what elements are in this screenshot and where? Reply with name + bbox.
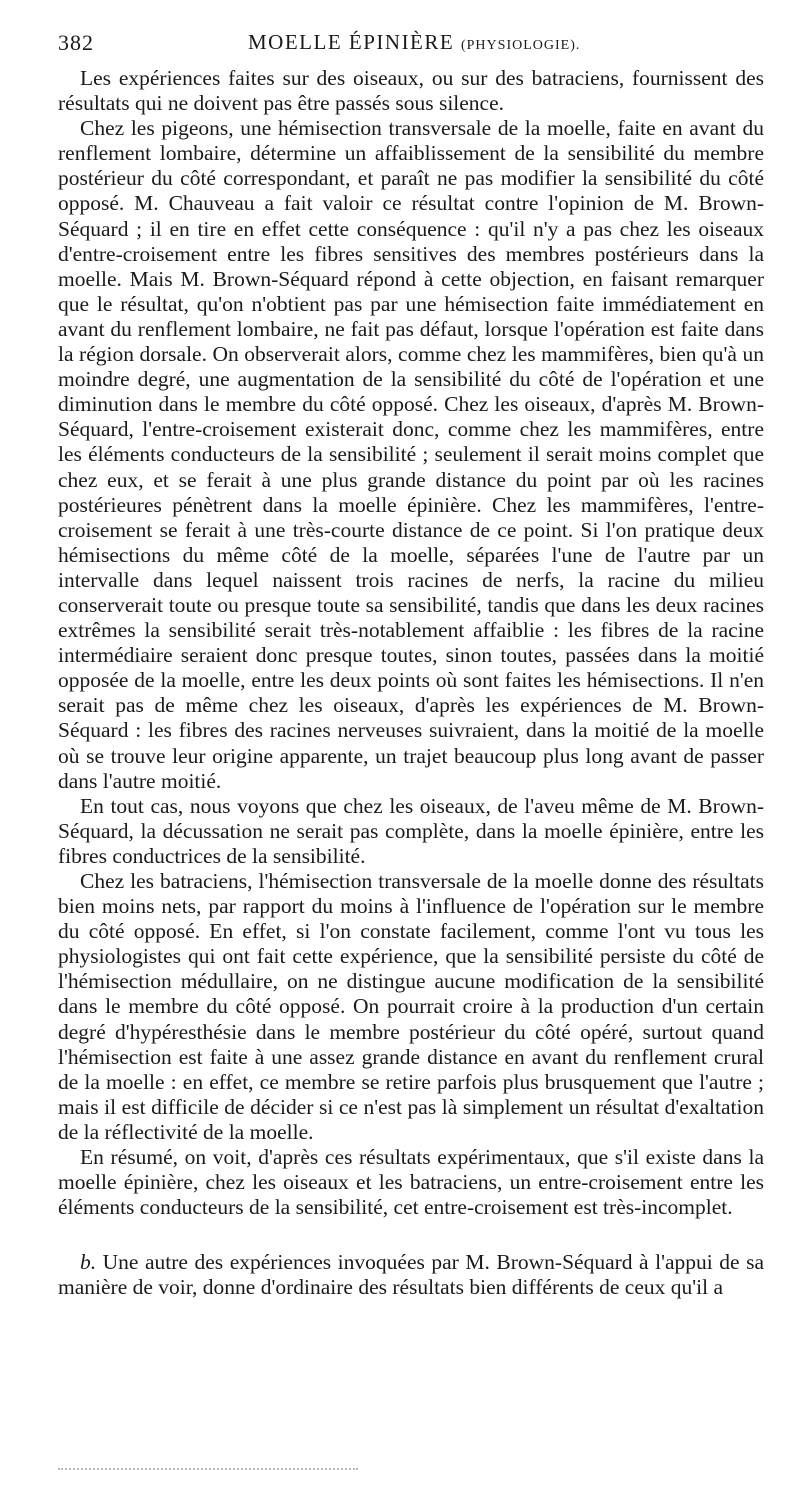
paragraph: Chez les pigeons, une hémisection transversale de la moelle, faite en avant du renflement lombaire, détermine un affaiblissement de la sensibilité du membre postérieur du côté correspondant, et paraît ne pas modifier la sensibilité du côté opposé. M. Chauveau a fait valoir ce résultat contre l'opinion de M. Brown-Séquard ; il en tire en effet cette conséquence : qu'il n'y a pas chez les oiseaux d'entre-croisement entre les fibres sensitives des membres postérieurs dans la moelle. Mais M. Brown-Séquard répond à cette objection, en faisant remarquer que le résultat, qu'on n'obtient pas par une hémisection faite immédiatement en avant du renflement lombaire, ne fait pas défaut, lorsque l'opération est faite dans la région dorsale. On observerait alors, comme chez les mammifères, bien qu'à un moindre degré, une augmentation de la sensibilité du côté de l'opération et une diminution dans le membre du côté opposé. Chez les oiseaux, d'après M. Brown-Séquard, l'entre-croisement existerait donc, comme chez les mammifères, entre les éléments conducteurs de la sensibilité ; seulement il serait moins complet que chez eux, et se ferait à une plus grande distance du point par où les racines postérieures pénètrent dans la moelle épinière. Chez les mammifères, l'entre-croisement se ferait à une très-courte distance de ce point. Si l'on pratique deux hémisections du même côté de la moelle, séparées l'une de l'autre par un intervalle dans lequel naissent trois racines de nerfs, la racine du milieu conserverait toute ou presque toute sa sensibilité, tandis que dans les deux racines extrêmes la sensibilité serait très-notablement affaiblie : les fibres de la racine intermédiaire seraient donc presque toutes, sinon toutes, passées dans la moitié opposée de la moelle, entre les deux points où sont faites les hémisections. Il n'en serait pas de même chez les oiseaux, d'après les expériences de M. Brown-Séquard : les fibres des racines nerveuses suivraient, dans la moitié de la moelle où se trouve leur origine apparente, un trajet beaucoup plus long avant de passer dans l'autre moitié. <box>58 116 764 793</box>
paragraph: Chez les batraciens, l'hémisection transversale de la moelle donne des résultats bien moins nets, par rapport du moins à l'influence de l'opération sur le membre du côté opposé. En effet, si l'on constate facilement, comme l'ont vu tous les physiologistes qui ont fait cette expérience, que la sensibilité persiste du côté de l'hémisection médullaire, on ne distingue aucune modification de la sensibilité dans le membre du côté opposé. On pourrait croire à la production d'un certain degré d'hypéresthésie dans le membre postérieur du côté opéré, surtout quand l'hémisection est faite à une assez grande distance en avant du renflement crural de la moelle : en effet, ce membre se retire parfois plus brusquement que l'autre ; mais il est difficile de décider si ce n'est pas là simplement un résultat d'exaltation de la réflectivité de la moelle. <box>58 869 764 1144</box>
page-number: 382 <box>58 30 94 55</box>
paragraph: Les expériences faites sur des oiseaux, ou sur des batraciens, fournissent des résultats qui ne doivent pas être passés sous silence. <box>58 66 764 116</box>
running-title-section: (PHYSIOLOGIE). <box>460 38 581 53</box>
running-header <box>58 30 760 62</box>
paragraph: En résumé, on voit, d'après ces résultats expérimentaux, que s'il existe dans la moelle épinière, chez les oiseaux et les batraciens, un entre-croisement entre les éléments conducteurs de la sensibilité, cet entre-croisement est très-incomplet. <box>58 1145 764 1220</box>
bottom-scan-marks <box>58 1462 358 1470</box>
paragraph-b-text: Une autre des expériences invoquées par M. Brown-Séquard à l'appui de sa manière de voir, donne d'ordinaire des résultats bien différents de ceux qu'il a <box>58 1250 764 1300</box>
running-title-main: MOELLE ÉPINIÈRE <box>248 30 455 54</box>
running-title <box>248 30 580 55</box>
paragraph-b <box>58 1250 764 1300</box>
body-text <box>58 66 764 1301</box>
paragraph-marker: b. <box>80 1250 97 1275</box>
paragraph: En tout cas, nous voyons que chez les oiseaux, de l'aveu même de M. Brown-Séquard, la décussation ne serait pas complète, dans la moelle épinière, entre les fibres conductrices de la sensibilité. <box>58 793 764 868</box>
